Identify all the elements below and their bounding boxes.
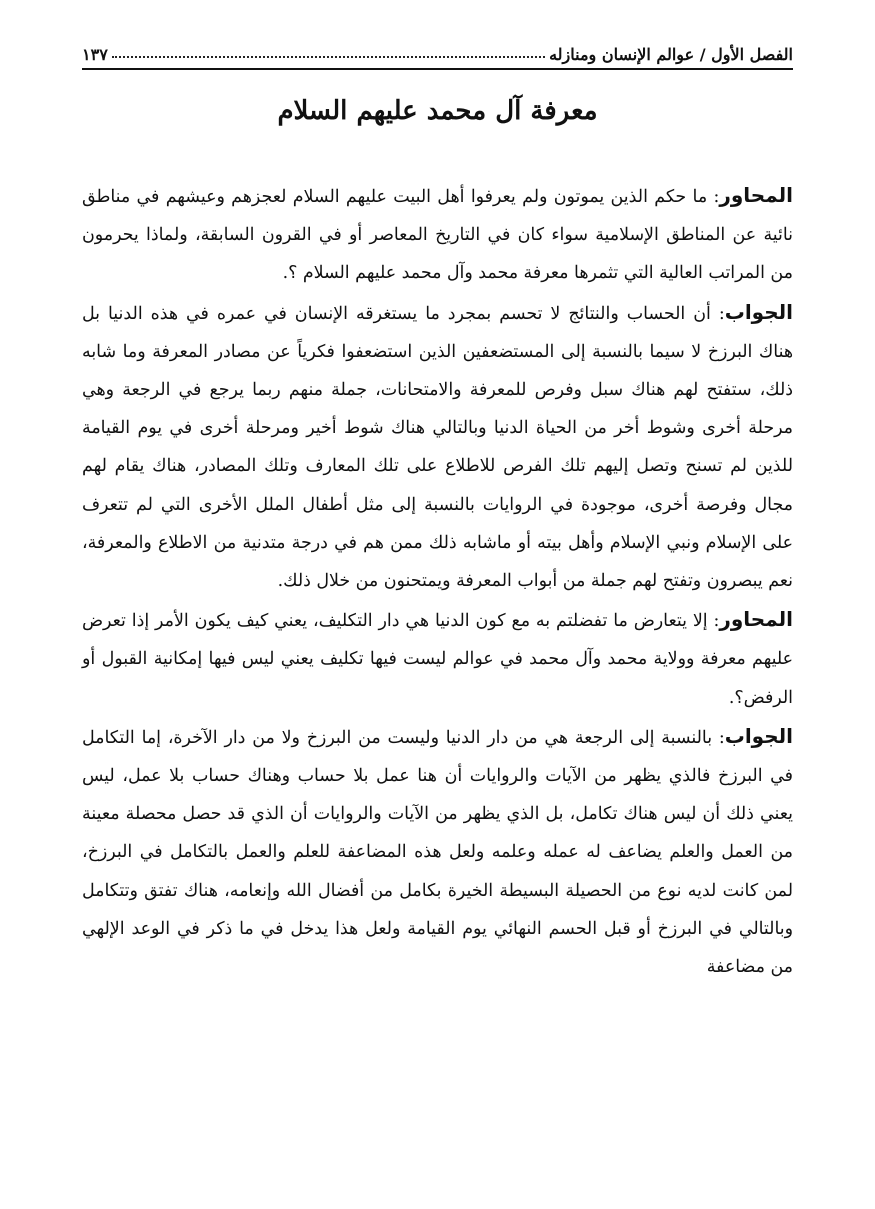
paragraph xyxy=(82,293,793,601)
running-header-leader-dots xyxy=(112,56,545,58)
page-number: ١٣٧ xyxy=(82,45,108,64)
paragraph-text: : بالنسبة إلى الرجعة هي من دار الدنيا وليست من البرزخ ولا من دار الآخرة، إما التكامل في البرزخ فالذي يظهر من الآيات والروايات أن هنا عمل بلا حساب وهناك حساب بلا عمل، ليس يعني ذلك أن ليس هناك تكامل، بل الذي يظهر من الآيات والروايات أن الذي قد حصل محصلة معينة من العمل والعلم يضاعف له عمله وعلمه ولعل هذه المضاعفة للعلم والعمل بالتكامل في البرزخ، لمن كانت لديه نوع من الحصيلة البسيطة الخيرة بكامل من أفضال الله وإنعامه، هناك تفتق وتتكامل وبالتالي في البرزخ أو قبل الحسم النهائي يوم القيامة ولعل هذا يدخل في ما ذكر في الوعد الإلهي من مضاعفة xyxy=(82,727,793,978)
running-header-title: الفصل الأول / عوالم الإنسان ومنازله xyxy=(549,45,793,64)
header-rule xyxy=(82,68,793,70)
speaker-label: المحاور xyxy=(719,607,793,632)
paragraph-text: : إلا يتعارض ما تفضلتم به مع كون الدنيا هي دار التكليف، يعني كيف يكون الأمر إذا تعرض عليهم معرفة وولاية محمد وآل محمد في عوالم ليست فيها تكليف يعني ليس فيها إمكانية القبول أو الرفض؟. xyxy=(82,611,793,708)
paragraph-text: : ما حكم الذين يموتون ولم يعرفوا أهل البيت عليهم السلام لعجزهم وعيشهم في مناطق نائية عن المناطق الإسلامية سواء كان في التاريخ المعاصر أو في القرون السابقة، ولماذا يحرمون من المراتب العالية التي تثمرها معرفة محمد وآل محمد عليهم السلام ؟. xyxy=(82,187,793,284)
speaker-label: الجواب xyxy=(724,723,793,748)
running-header xyxy=(82,30,793,64)
paragraph-text: : أن الحساب والنتائج لا تحسم بمجرد ما يستغرقه الإنسان في عمره في هذه الدنيا بل هناك البرزخ لا سيما بالنسبة إلى المستضعفين الذين استضعفوا فكرياً عن مصادر المعرفة وما شابه ذلك، ستفتح لهم هناك سبل وفرص للمعرفة والامتحانات، جملة منهم ربما يرجع في الرجعة وهي مرحلة أخرى وشوط أخر من الحياة الدنيا وبالتالي هناك شوط أخير ومرحلة أخرى في يوم القيامة للذين لم تسنح وتصل إليهم تلك الفرص للاطلاع على تلك المعارف وتلك المصادر، هناك يقام لهم مجال وفرصة أخرى، موجودة في الروايات بالنسبة إلى مثل أطفال الملل الأخرى التي لم تتعرف على الإسلام ونبي الإسلام وأهل بيته أو ماشابه ذلك ممن هم في درجة متدنية من الاطلاع والمعرفة، نعم يبصرون وتفتح لهم جملة من أبواب المعرفة ويمتحنون من خلال ذلك. xyxy=(82,303,793,592)
speaker-label: الجواب xyxy=(724,299,793,324)
speaker-label: المحاور xyxy=(719,183,793,207)
body-text xyxy=(82,176,793,986)
paragraph xyxy=(82,600,793,717)
chapter-title: معرفة آل محمد عليهم السلام xyxy=(277,96,598,126)
paragraph xyxy=(82,176,793,293)
paragraph xyxy=(82,717,793,986)
